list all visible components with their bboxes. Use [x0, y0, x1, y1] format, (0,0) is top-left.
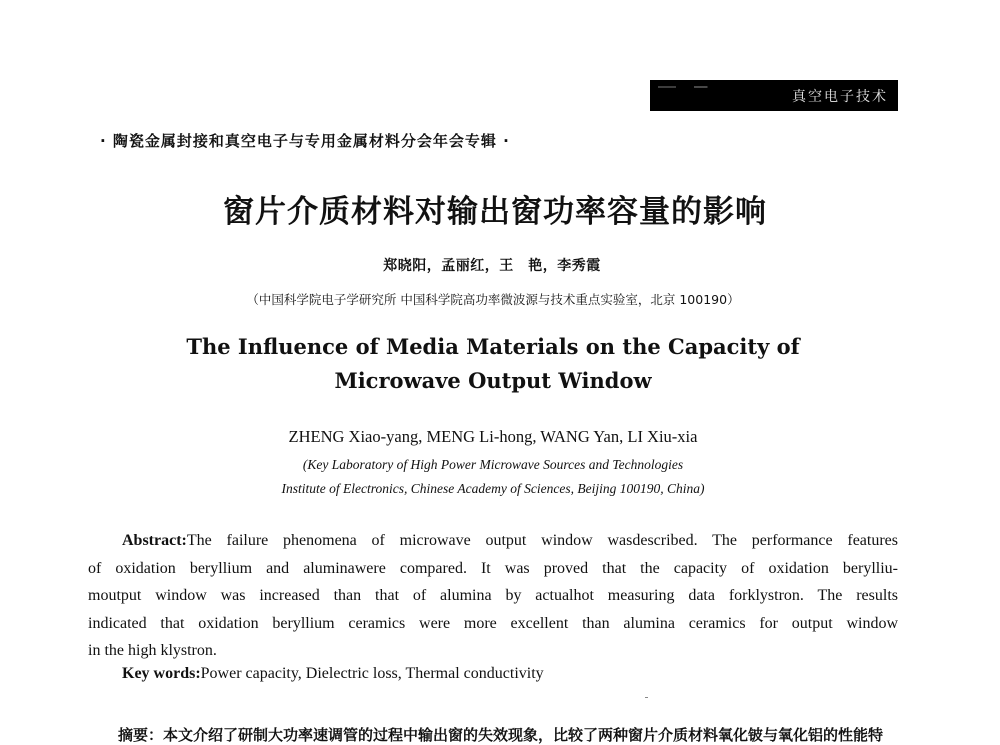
affiliation-cn: （中国科学院电子学研究所 中国科学院高功率微波源与技术重点实验室，北京 100190）: [246, 292, 740, 307]
abstract-line-2: of oxidation beryllium and aluminawere compared. It was proved that the capacity of oxidation berylliu-: [88, 559, 898, 577]
keywords-text: Power capacity, Dielectric loss, Thermal conductivity: [200, 665, 544, 682]
journal-header-bar: [650, 80, 898, 111]
abstract-label: Abstract:: [122, 532, 187, 549]
paper-title-en-line2: Microwave Output Window: [334, 368, 652, 393]
abstract-cn-partial: [118, 720, 908, 744]
print-speck: [645, 697, 648, 698]
paper-title-cn: 窗片介质材料对输出窗功率容量的影响: [223, 194, 767, 230]
authors-en: ZHENG Xiao-yang, MENG Li-hong, WANG Yan, LI Xiu-xia: [288, 427, 698, 446]
paper-title-en-line1: The Influence of Media Materials on the Capacity of: [186, 334, 800, 359]
abstract-en: [88, 527, 898, 665]
abstract-line-1: [88, 527, 898, 555]
authors-cn: 郑晓阳，孟丽红，王 艳，李秀霞: [383, 258, 601, 274]
abstract-line-4: indicated that oxidation beryllium ceramics were more excellent than alumina ceramics for output window: [88, 614, 898, 632]
session-title: · 陶瓷金属封接和真空电子与专用金属材料分会年会专辑 ·: [100, 132, 510, 150]
affiliation-en-line2: Institute of Electronics, Chinese Academy of Sciences, Beijing 100190, China): [281, 481, 705, 496]
print-noise: [658, 86, 748, 88]
abstract-line-3: moutput window was increased than that of alumina by actualhot measuring data forklystron. The results: [88, 587, 898, 604]
journal-name: 真空电子技术: [792, 88, 888, 105]
abstract-line-5: in the high klystron.: [88, 642, 217, 659]
keywords-en: [122, 665, 544, 683]
abstract-text-1: The failure phenomena of microwave output window wasdescribed. The performance features: [186, 532, 898, 549]
affiliation-en-line1: (Key Laboratory of High Power Microwave Sources and Technologies: [302, 457, 684, 472]
keywords-label: Key words:: [122, 665, 201, 682]
abstract-cn-line: 摘要：本文介绍了研制大功率速调管的过程中输出窗的失效现象，比较了两种窗片介质材料氧化铍与氧化铝的性能特: [118, 726, 884, 744]
